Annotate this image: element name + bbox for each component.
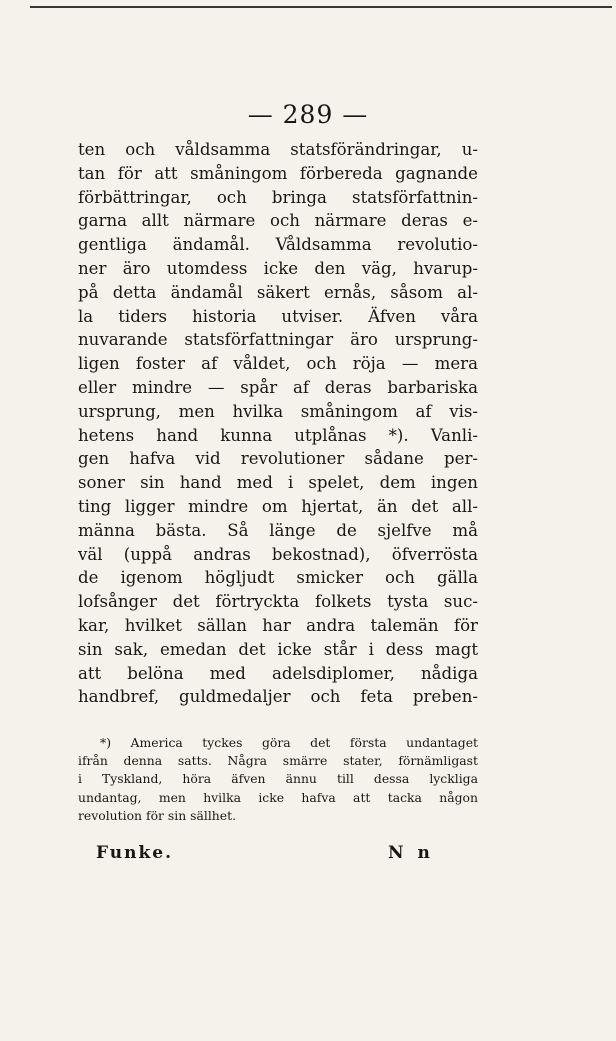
text-line: de igenom högljudt smicker och gälla [78, 568, 478, 588]
footnote-line: revolution för sin sällhet. [78, 807, 237, 823]
text-line: ursprung, men hvilka småningom af vis- [78, 401, 478, 421]
footnote [78, 734, 478, 825]
page-number: — 289 — [247, 100, 369, 129]
footnote-line: ifrån denna satts. Några smärre stater, förnämligast [78, 753, 478, 769]
text-line: tan för att småningom förbereda gagnande [78, 163, 478, 183]
text-line: eller mindre — spår af deras barbariska [78, 377, 478, 397]
text-line: gen hafva vid revolutioner sådane per- [78, 449, 478, 469]
text-line: soner sin hand med i spelet, dem ingen [78, 473, 478, 493]
text-line: förbättringar, och bringa statsförfattnin- [78, 187, 478, 207]
text-line: hetens hand kunna utplånas *). Vanli- [78, 425, 478, 445]
text-line: på detta ändamål säkert ernås, såsom al- [78, 282, 478, 302]
text-line: lofsånger det förtryckta folkets tysta suc- [78, 592, 478, 612]
body-text [78, 138, 478, 709]
text-line: garna allt närmare och närmare deras e- [78, 211, 478, 231]
text-line: gentliga ändamål. Våldsamma revolutio- [78, 235, 478, 255]
text-line: ner äro utomdess icke den väg, hvarup- [78, 258, 478, 278]
text-line: kar, hvilket sällan har andra talemän för [78, 615, 478, 635]
page-edge-rule [30, 6, 612, 8]
text-line: väl (uppå andras bekostnad), öfverrösta [78, 544, 478, 564]
footnote-line: *) America tyckes göra det första undantaget [100, 735, 478, 750]
text-line: ting ligger mindre om hjertat, än det all- [78, 496, 478, 516]
text-line: nuvarande statsförfattningar äro ursprung- [78, 330, 478, 350]
text-line: ligen foster af våldet, och röja — mera [78, 354, 478, 374]
text-line: la tiders historia utviser. Äfven våra [78, 306, 478, 326]
text-line: sin sak, emedan det icke står i dess magt [78, 639, 478, 659]
footnote-line: undantag, men hvilka icke hafva att tacka någon [78, 789, 478, 805]
text-line: att belöna med adelsdiplomer, nådiga [78, 663, 478, 683]
text-line: handbref, guldmedaljer och feta preben- [78, 687, 478, 707]
text-line: männa bästa. Så länge de sjelfve må [78, 520, 478, 540]
footnote-line: i Tyskland, höra äfven ännu till dessa lyckliga [78, 771, 478, 787]
catchword: N n [388, 843, 434, 863]
text-line: ten och våldsamma statsförändringar, u- [78, 140, 478, 159]
author-signature: Funke. [96, 843, 174, 863]
